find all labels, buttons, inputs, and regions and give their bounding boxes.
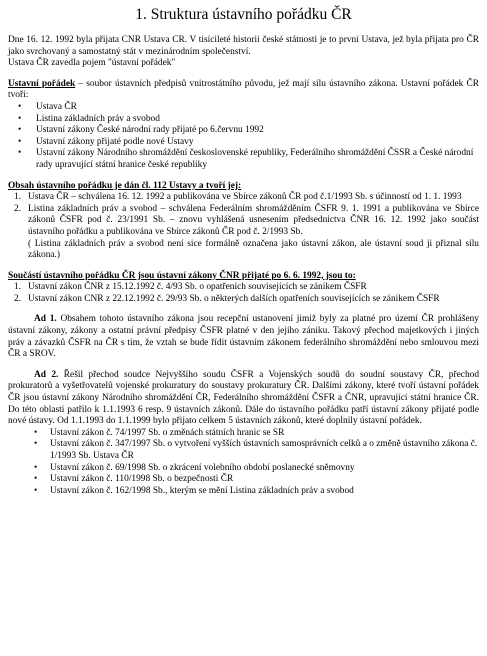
- parts-section: [8, 271, 479, 306]
- item-text: Ustava ČR – schválena 16. 12. 1992 a publikována ve Sbírce zákonů ČR pod č.1/1993 Sb. s účinností od 1. 1. 1993: [28, 192, 462, 203]
- content-list: [8, 192, 479, 262]
- list-item: [8, 204, 479, 262]
- list-item: • Ustava ČR: [8, 102, 479, 114]
- list-item: • Ustavní zákon č. 69/1998 Sb. o zkrácení volebního období poslanecké sněmovny: [8, 463, 479, 475]
- definition-section: [8, 79, 479, 172]
- intro-line: Ustava ČR zavedla pojem "ústavní pořádek": [8, 58, 176, 69]
- list-item: • Ustavní zákony přijaté podle nové Ustavy: [8, 137, 479, 149]
- ad1-label: Ad 1.: [34, 314, 57, 325]
- item-number: 1.: [14, 282, 22, 293]
- item-text: Ustavní zákon CNR z 22.12.1992 č. 29/93 Sb. o některých dalších opatřeních souvisejících se zánikem ČSFR: [28, 293, 440, 304]
- item-text: Listina základních práv a svobod – schválena Federálním shromážděním ČSFR 9. 1. 1991 a publikována ve Sbírce zákonů ČSFR pod č. 23/1991 Sb. – znovu vyhlášená usnesením předsednictva ČNR 16. 12. 1992 jako součást ústavního pořádku a publikována ve Sbírce zákonů ČR pod č. 2/1993 Sb.: [28, 203, 479, 237]
- intro-paragraph: Dne 16. 12. 1992 byla přijata CNR Ustava CR. V tisícileté historii české státnosti je to první Ustava, jež byla přijata pro ČR jako svrchovaný a samostatný stát v mezinárodním společenství.: [8, 35, 479, 57]
- ad1-text: Obsahem tohoto ústavního zákona jsou recepční ustanovení jimiž byly za platné pro území ČR prohlášeny ústavní zákony, zákony a ostatní právní předpisy ČSFR platné v den jejího zániku. Takový přechod majetkových i jiných práv a závazků ČSFR na ČR s tím, že vztah se bude řídit ústavním zákonem federálního shromáždění nebo smlouvou mezi ČR a SROV.: [8, 314, 479, 360]
- item-note: ( Listina základních práv a svobod není sice formálně označena jako ústavní zákon, ale ústavní soud ji přiznal sílu zákona.): [28, 238, 479, 261]
- list-item: • Listina základních práv a svobod: [8, 114, 479, 126]
- definition-text: – soubor ústavních předpisů vnitrostátního původu, jež mají sílu ústavního zákona. Ustavní pořádek ČR tvoří:: [8, 78, 479, 101]
- list-item: • Ustavní zákon č. 162/1998 Sb., kterým se mění Listina základních práv a svobod: [8, 486, 479, 498]
- list-item: • Ustavní zákon č. 347/1997 Sb. o vytvoření vyšších ústavních samosprávních celků a o změně ústavního zákona č. 1/1993 Sb. Ustava ČR: [8, 439, 479, 462]
- list-item: • Ustavní zákon č. 74/1997 Sb. o změnách státních hranic se SR: [8, 428, 479, 440]
- parts-heading: Součástí ústavního pořádku ČR jsou ústavní zákony ČNR přijaté po 6. 6. 1992, jsou to:: [8, 270, 356, 281]
- definition-list: [8, 102, 479, 172]
- content-heading: Obsah ústavního pořádku je dán čl. 112 Ustavy a tvoří jej:: [8, 180, 242, 191]
- list-item: • Ustavní zákon č. 110/1998 Sb. o bezpečnosti ČR: [8, 474, 479, 486]
- list-item: [8, 192, 479, 204]
- list-item: [8, 294, 479, 306]
- ad2-label: Ad 2.: [34, 369, 59, 380]
- document-page: [8, 6, 479, 648]
- list-item: • Ustavní zákony Národního shromáždění československé republiky, Federálního shromáždění ČSSR a České národní rady upravující státní hranice české republiky: [8, 148, 479, 171]
- intro-section: [8, 35, 479, 70]
- item-number: 1.: [14, 192, 22, 203]
- parts-list: [8, 282, 479, 305]
- item-number: 2.: [14, 203, 22, 214]
- list-item: • Ustavní zákony České národní rady přijaté po 6.červnu 1992: [8, 125, 479, 137]
- definition-paragraph: [8, 79, 479, 102]
- definition-term: Ustavní pořádek: [8, 78, 76, 89]
- list-item: [8, 282, 479, 294]
- content-section: [8, 181, 479, 262]
- ad2-paragraph: [8, 370, 479, 428]
- ad2-text: Řešil přechod soudce Nejvyššího soudu ČSFR a Vojenských soudů do soudní soustavy ČR, přechod prokuratorů a vyšetřovatelů vojenské prokuratury do soustavy prokuratury ČR. Dalšími zákony, které tvoří ústavní pořádek ČR jsou ústavní zákony Národního shromáždění ČR, Federálního shromáždění ČSFR a ČNR, upravující státní hranice ČR. Do této oblasti patřilo k 1.1.1993 6 resp. 9 ústavních zákonů. Dále do ústavního pořádku patří ústavní zákony přijaté podle nové ústavy. Od 1.1.1993 do 1.1.1999 bylo přijato celkem 5 ústavních zákonů, které doplnily ústavní pořádek.: [8, 369, 480, 427]
- item-text: Ustavní zákon ČNR z 15.12.1992 č. 4/93 Sb. o opatřeních souvisejících se zánikem ČSFR: [28, 282, 367, 293]
- item-number: 2.: [14, 293, 22, 304]
- page-title: 1. Struktura ústavního pořádku ČR: [135, 6, 352, 23]
- ad1-section: [8, 314, 479, 360]
- ad2-section: [8, 370, 479, 498]
- ad1-paragraph: [8, 314, 479, 360]
- ad2-list: [8, 428, 479, 498]
